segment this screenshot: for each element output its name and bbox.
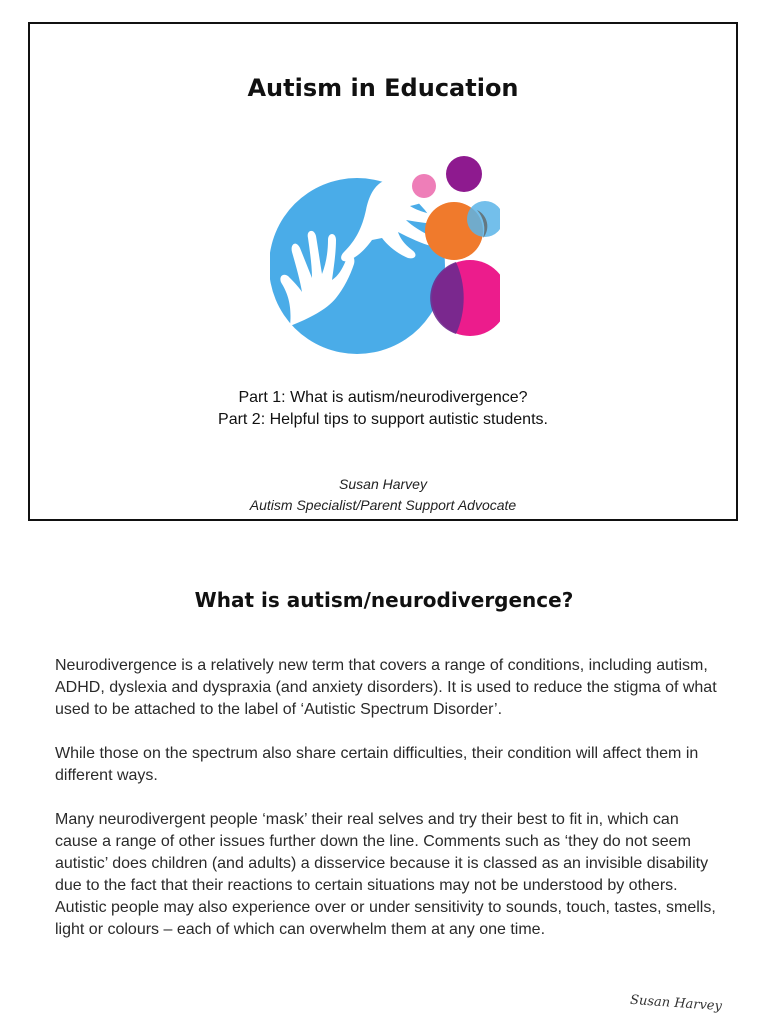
cover-box [28, 22, 738, 521]
paragraph-3: Many neurodivergent people ‘mask’ their real selves and try their best to fit in, which can cause a range of other issues further down the line. Comments such as ‘they do not seem autistic’ does children (and adults) a disservice because it is classed as an invisible disability due to the fact that their reactions to certain situations may not be understood by others. Autistic people may also experience over or under sensitivity to sounds, touch, tastes, smells, light or colours – each of which can overwhelm them at any one time. [55, 811, 716, 938]
paragraph-1: Neurodivergence is a relatively new term that covers a range of conditions, including autism, ADHD, dyslexia and dyspraxia (and anxiety disorders). It is used to reduce the stigma of what used to be attached to the label of ‘Autistic Spectrum Disorder’. [55, 657, 717, 718]
section-heading: What is autism/neurodivergence? [194, 588, 574, 612]
signature: Susan Harvey [629, 992, 723, 1015]
parts-list [30, 387, 736, 431]
part-1-line: Part 1: What is autism/neurodivergence? [238, 389, 528, 406]
author-role: Autism Specialist/Parent Support Advocate [249, 497, 517, 513]
cover-title: Autism in Education [247, 74, 519, 102]
body-text [55, 655, 720, 963]
part-2-line: Part 2: Helpful tips to support autistic students. [218, 411, 548, 428]
author-name: Susan Harvey [339, 476, 427, 492]
logo-purple-dot [446, 156, 482, 192]
author-block [30, 474, 736, 516]
paragraph-2: While those on the spectrum also share certain difficulties, their condition will affect them in different ways. [55, 745, 699, 784]
logo-pink-dot [412, 174, 436, 198]
autism-logo [270, 130, 500, 356]
